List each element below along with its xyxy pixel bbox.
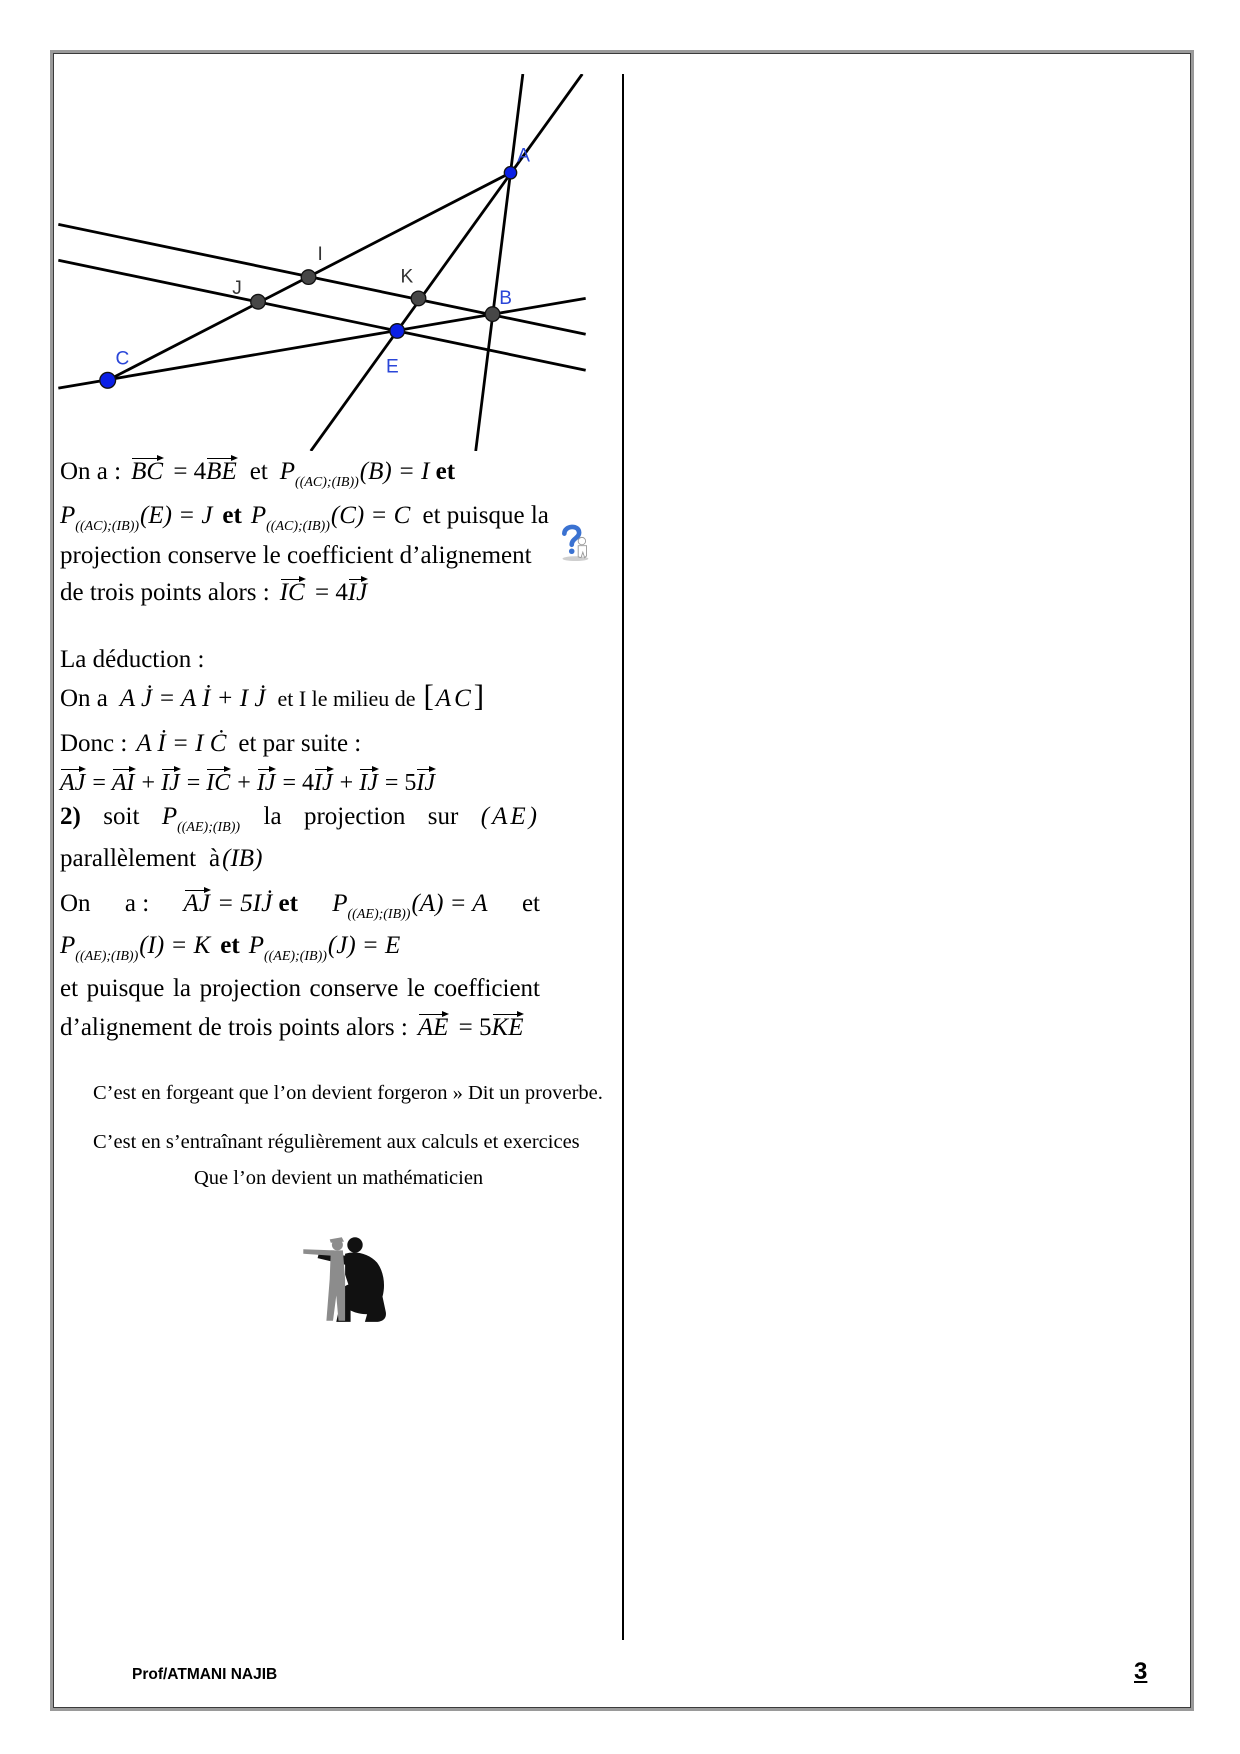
- projection-symbol: P: [250, 502, 267, 529]
- proverb-line-2: C’est en s’entraînant régulièrement aux calculs et exercices: [93, 1131, 580, 1153]
- text: de trois points alors :: [60, 579, 270, 606]
- projection-subscript: ((AE);(IB)): [347, 907, 411, 922]
- proof-line-4: [60, 578, 368, 608]
- proof-line-10: [60, 844, 262, 874]
- question-number: 2): [60, 803, 81, 830]
- bold-text: et: [220, 932, 240, 959]
- bracket: ]: [473, 678, 485, 713]
- operator: +: [333, 770, 360, 796]
- operator: =: [180, 770, 207, 796]
- text: projection: [303, 803, 406, 830]
- proof-line-2: [60, 501, 549, 534]
- math-expression: (AE): [480, 803, 540, 830]
- proverb-line-1: C’est en forgeant que l’on devient forgeron » Dit un proverbe.: [93, 1082, 603, 1104]
- label-k-text: K: [400, 266, 414, 288]
- page-number: 3: [1134, 1658, 1148, 1685]
- operator: = 4: [276, 770, 315, 796]
- proof-line-5-heading: La déduction :: [60, 646, 205, 673]
- text: parallèlement: [60, 845, 197, 872]
- text: la: [263, 803, 282, 830]
- vector: IJ: [256, 770, 276, 796]
- projection-subscript: ((AE);(IB)): [263, 949, 327, 964]
- projection-group: [161, 802, 241, 835]
- proof-line-9: [60, 802, 540, 835]
- label-k: [401, 267, 414, 288]
- point-b: [485, 307, 500, 322]
- question-person-icon: [556, 522, 593, 562]
- line-cb: [58, 298, 585, 388]
- proof-line-13: et puisque la projection conserve le coefficient: [60, 975, 540, 1002]
- text: = 5: [452, 1014, 492, 1041]
- line-ab: [476, 74, 523, 451]
- geometry-figure: [58, 74, 586, 451]
- label-j-text: J: [232, 277, 242, 299]
- question-mark-dot: [569, 548, 575, 554]
- column-divider: [622, 74, 624, 1640]
- math-expression: (I) = K: [139, 932, 211, 959]
- label-e-text: E: [385, 356, 399, 378]
- vector-equation-group: [184, 889, 298, 919]
- vector: AE: [417, 1014, 449, 1041]
- operator: =: [86, 770, 112, 796]
- line-ae: [311, 74, 583, 451]
- vector: AI: [111, 770, 135, 796]
- math-expression: A J̇ = A İ + I J̇: [119, 685, 266, 712]
- proof-line-1: [60, 457, 456, 490]
- text: et par suite :: [238, 730, 362, 757]
- projection-symbol: P: [248, 932, 264, 959]
- math-expression: (B) = I: [359, 458, 430, 485]
- text: et: [521, 890, 540, 917]
- math-expression: (C) = C: [330, 502, 411, 529]
- line-ib: [58, 224, 585, 334]
- bold-text: et: [429, 458, 456, 485]
- bold-text: et: [272, 890, 298, 917]
- projection-symbol: P: [332, 890, 348, 917]
- vector: IC: [206, 770, 231, 796]
- text: et: [249, 458, 268, 485]
- projection-subscript: ((AC);(IB)): [266, 519, 330, 534]
- vector: IJ: [359, 770, 378, 796]
- math-expression: AC: [435, 685, 474, 712]
- operator: = 5: [378, 770, 417, 796]
- child-torso: [330, 1250, 345, 1279]
- proof-line-12: [60, 931, 401, 964]
- child-silhouette: [303, 1237, 345, 1321]
- label-a-text: A: [517, 145, 530, 167]
- text: On: [60, 890, 91, 917]
- vector: BC: [131, 458, 164, 485]
- text: d’alignement de trois points alors :: [60, 1014, 408, 1041]
- projection-symbol: P: [279, 458, 296, 485]
- projection-subscript: ((AC);(IB)): [295, 475, 359, 490]
- line-je-parallel: [58, 260, 585, 370]
- father-child-pointing-icon: [301, 1235, 387, 1323]
- bracket: [: [423, 678, 434, 713]
- label-i: [318, 244, 323, 265]
- point-c: [100, 372, 116, 388]
- operator: +: [231, 770, 257, 796]
- figure-body: [578, 546, 586, 558]
- text: à: [209, 845, 221, 872]
- proof-line-6: [60, 678, 485, 714]
- text: Donc :: [60, 730, 128, 757]
- label-b: [499, 288, 512, 309]
- vector: IJ: [161, 770, 180, 796]
- vector: IJ: [416, 770, 436, 796]
- proof-line-8: [60, 768, 436, 798]
- vector: AJ: [60, 770, 86, 796]
- text: soit: [103, 803, 140, 830]
- label-e: [386, 356, 399, 377]
- proof-line-11: [60, 889, 540, 922]
- label-c: [116, 349, 130, 370]
- adult-head: [347, 1237, 362, 1252]
- bold-text: et: [222, 502, 242, 529]
- projection-symbol: P: [161, 803, 178, 830]
- label-a: [517, 146, 530, 167]
- text: = 4: [167, 458, 207, 485]
- operator: +: [135, 770, 162, 796]
- author-footer: Prof/ATMANI NAJIB: [132, 1666, 278, 1683]
- projection-subscript: ((AE);(IB)): [75, 949, 139, 964]
- child-legs: [326, 1279, 345, 1321]
- proof-line-14: [60, 1013, 524, 1043]
- point-e: [390, 324, 405, 339]
- proverb-line-3: Que l’on devient un mathématicien: [194, 1167, 484, 1189]
- proof-line-3: projection conserve le coefficient d’alignement: [60, 542, 532, 569]
- point-j: [251, 294, 266, 309]
- figure-head: [578, 537, 585, 544]
- vector: BE: [206, 458, 237, 485]
- projection-symbol: P: [60, 932, 76, 959]
- label-j: [232, 278, 242, 299]
- math-expression: (IB): [222, 845, 263, 872]
- vector: IJ: [314, 770, 333, 796]
- math-expression: A İ = I Ċ: [136, 730, 227, 757]
- text: et puisque la: [416, 502, 549, 529]
- vector: AJ: [183, 890, 210, 917]
- projection-group: [332, 889, 488, 922]
- child-head: [332, 1239, 343, 1250]
- label-b-text: B: [499, 288, 512, 310]
- proof-line-7: [60, 729, 361, 759]
- projection-symbol: P: [60, 502, 76, 529]
- text: = 4: [308, 579, 348, 606]
- label-i-text: I: [317, 244, 323, 266]
- math-expression: (E) = J: [140, 502, 213, 529]
- text: On a: [60, 685, 108, 712]
- question-mark-shape: [564, 527, 579, 545]
- math-expression: = 5IJ̇: [210, 890, 273, 917]
- text: a :: [124, 890, 150, 917]
- vector: KE: [491, 1014, 524, 1041]
- vector: IC: [279, 579, 305, 606]
- label-c-text: C: [115, 348, 130, 370]
- text: sur: [427, 803, 459, 830]
- point-i: [301, 270, 316, 285]
- text: On a :: [60, 458, 122, 485]
- text: et I le milieu de: [277, 686, 416, 711]
- point-a: [504, 167, 516, 179]
- point-k: [411, 291, 426, 306]
- vector: IJ: [347, 579, 368, 606]
- projection-subscript: ((AE);(IB)): [177, 820, 241, 835]
- math-expression: (J) = E: [327, 932, 401, 959]
- projection-subscript: ((AC);(IB)): [75, 519, 140, 534]
- math-expression: (A) = A: [411, 890, 488, 917]
